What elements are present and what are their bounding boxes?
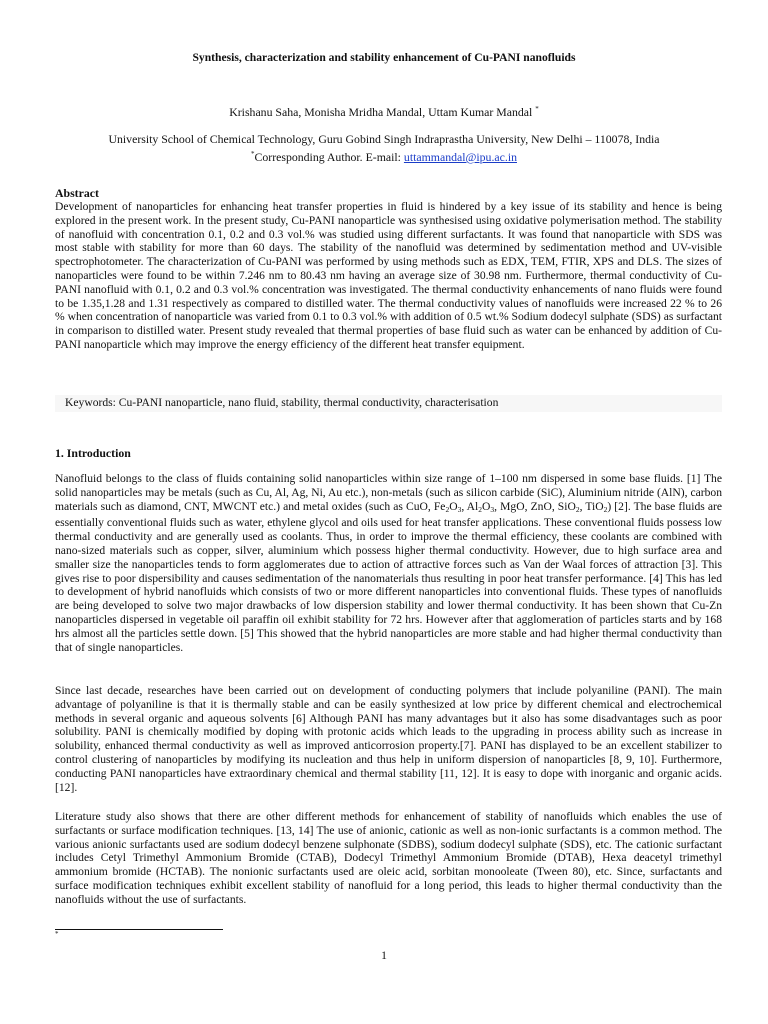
author-list <box>0 105 768 120</box>
footnote-divider <box>55 929 223 930</box>
p1-text-b: O <box>449 499 458 513</box>
p1-text-a: Nanofluid belongs to the class of fluids containing solid nanoparticles within size range of 1–100 nm dispersed in some base fluids. [1] The solid nanoparticles may be metals (such as Cu, Al, Ag, Ni, Au etc.), non-metals (such as silicon carbide (SiC), Aluminium nitride (AlN), carbon materials such as diamond, CNT, MWCNT etc.) and metal oxides (such as CuO, Fe <box>55 472 722 513</box>
page-number: 1 <box>381 949 387 962</box>
subscript: 2 <box>603 504 608 514</box>
intro-paragraph-3: Literature study also shows that there are other different methods for enhancement of stability of nanofluids which enables the use of surfactants or surface modification techniques. [13, 14] The use of anionic, cationic as well as non-ionic surfactants is a common method. The various anionic surfactants used are sodium dodecyl benzene sulphonate (SDBS), sodium dodecyl sulphate (SDS), etc. The cationic surfactant includes Cetyl Trimethyl Ammonium Bromide (CTAB), Dodecyl Trimethyl Ammonium Bromide (DTAB), Hexa deacetyl trimethyl ammonium bromide (HCTAB). The nonionic surfactants used are oleic acid, sorbitan monooleate (Tween 80), etc. Since, surfactants and surface modification techniques exhibit excellent stability of nanofluid for a long period, this leads to higher thermal conductivity than the nanofluids without the use of surfactants. <box>55 810 722 906</box>
paper-title: Synthesis, characterization and stability enhancement of Cu-PANI nanofluids <box>192 51 576 64</box>
subscript: 3 <box>457 504 462 514</box>
subscript: 3 <box>490 504 495 514</box>
footnote-mark: * <box>55 930 59 938</box>
affiliation: University School of Chemical Technology, Guru Gobind Singh Indraprastha University, New Delhi – 110078, India <box>108 132 660 146</box>
corresponding-author <box>0 147 768 165</box>
intro-paragraph-2: Since last decade, researches have been carried out on development of conducting polymers that include polyaniline (PANI). The main advantage of polyaniline is that it is thermally stable and can be easily synthesized at low price by different chemical and electrochemical methods in several organic and aqueous solvents [6] Although PANI has many advantages but it also has some disadvantages such as poor solubility. PANI is chemically modified by doping with protonic acids which leads to the upgrading in process ability such as increase in solubility, enhanced thermal conductivity as well as improved anticorrosion property.[7]. PANI has displayed to be an excellent stabilizer to control clustering of nanoparticles by modifying its nucleation and thus help in uniform dispersion of nanoparticles [8, 9, 10]. Furthermore, conducting PANI nanoparticles have extraordinary chemical and thermal stability [11, 12]. It is easy to dope with inorganic and organic acids. [12]. <box>55 684 722 794</box>
introduction-heading: 1. Introduction <box>55 446 131 460</box>
abstract-heading: Abstract <box>55 186 99 200</box>
intro-paragraph-1 <box>55 472 722 654</box>
author-names: Krishanu Saha, Monisha Mridha Mandal, Uttam Kumar Mandal <box>229 105 533 119</box>
corresponding-asterisk: * <box>251 150 255 158</box>
subscript: 2 <box>445 504 450 514</box>
subscript: 2 <box>575 504 580 514</box>
p1-text-g: ) [2]. The base fluids are essentially conventional fluids such as water, ethylene glycol and oils used for heat transfer applications. These conventional fluids possess low thermal conductivity and are generally used as coolants. Thus, in order to improve the thermal efficiency, these coolants are combined with nano-sized materials such as copper, silver, aluminium which possess higher thermal conductivity. However, due to high surface area and smaller size the nanoparticles tends to form agglomerates due to action of attractive forces such as Van der Waal forces of attraction [3]. This gives rise to poor dispersibility and causes sedimentation of the nanomaterials thus resulting in poor heat transfer performance. [4] This has led to development of hybrid nanofluids which consists of two or more different nanoparticles into conventional fluids. These types of nanofluids are being developed to solve two major drawbacks of low dispersion stability and lower thermal conductivity. It has been shown that Cu-Zn nanoparticles dispersed in vegetable oil paraffin oil exhibit stability for 72 hrs. However after that agglomeration of particles starts and by 168 hrs almost all the particles settle down. [5] This showed that the hybrid nanoparticles are more stable and had higher thermal conductivity than that of single nanoparticles. <box>55 499 722 654</box>
abstract-text: Development of nanoparticles for enhancing heat transfer properties in fluid is hindered by a key issue of its stability and hence is being explored in the present work. In the present study, Cu-PANI nanoparticle was synthesised using oxidative polymerisation method. The stability of nanofluid with concentration 0.1, 0.2 and 0.3 vol.% was studied using different surfactants. It was found that nanoparticle with SDS was most stable with stability for more than 60 days. The stability of the nanofluid was determined by sedimentation method and UV-visible spectrophotometer. The characterization of Cu-PANI was performed by using methods such as EDX, TEM, FTIR, XPS and DLS. The sizes of nanoparticles were found to be within 7.246 nm to 80.43 nm having an average size of 30.98 nm. Furthermore, thermal conductivity of Cu-PANI nanofluid with 0.1, 0.2 and 0.3 vol.% concentration was investigated. The thermal conductivity enhancements of nano fluids were found to be 1.35,1.28 and 1.31 respectively as compared to distilled water. The thermal conductivity values of nanofluids were increased 22 % to 26 % when concentration of nanoparticle was varied from 0.1 to 0.3 vol.% with addition of 0.5 wt.% Sodium dodecyl sulphate (SDS) as surfactant in comparison to distilled water. Present study revealed that thermal properties of base fluid such as water can be enhanced by addition of Cu-PANI nanoparticle which may improve the energy efficiency of the different heat transfer equipment. <box>55 200 722 351</box>
author-asterisk: * <box>535 105 539 114</box>
keywords-line: Keywords: Cu-PANI nanoparticle, nano fluid, stability, thermal conductivity, characterisation <box>55 395 722 412</box>
p1-text-c: , Al <box>461 499 479 513</box>
p1-text-e: , MgO, ZnO, SiO <box>494 499 576 513</box>
p1-text-d: O <box>482 499 491 513</box>
affiliation-block <box>0 132 768 165</box>
corresponding-label: Corresponding Author. E-mail: <box>254 149 404 164</box>
email-link[interactable]: uttammandal@ipu.ac.in <box>403 149 517 164</box>
p1-text-f: , TiO <box>579 499 604 513</box>
subscript: 2 <box>478 504 483 514</box>
